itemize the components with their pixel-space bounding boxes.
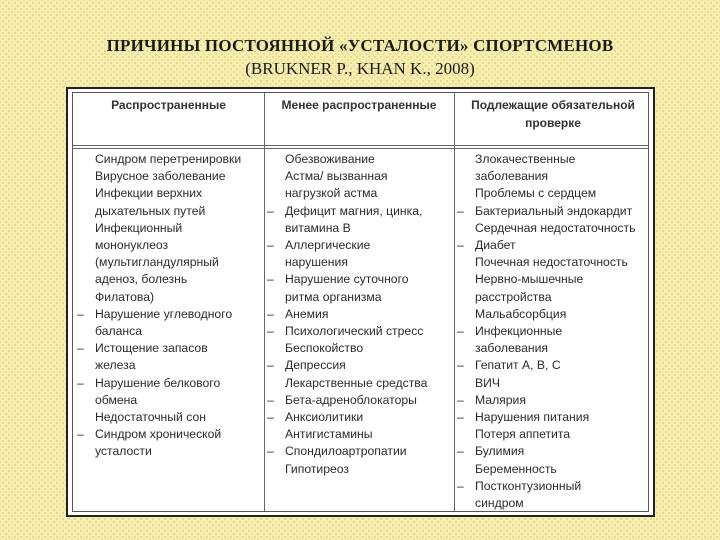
table-item-line: Гипотиреоз bbox=[285, 461, 350, 476]
table-item bbox=[457, 409, 652, 426]
slide-title: ПРИЧИНЫ ПОСТОЯННОЙ «УСТАЛОСТИ» СПОРТСМЕНОВ bbox=[106, 36, 614, 55]
table-item-line: Синдром перетренировки bbox=[95, 152, 242, 166]
header-mandatory-check: Подлежащие обязательной проверке bbox=[471, 98, 635, 130]
table-item-line: Беременность bbox=[475, 461, 557, 476]
table-item bbox=[457, 323, 652, 357]
table-item-line: железа bbox=[95, 358, 136, 373]
header-divider-double bbox=[73, 148, 648, 149]
table-item bbox=[77, 168, 262, 185]
table-item bbox=[267, 237, 452, 271]
table-item-line: дыхательных путей bbox=[95, 203, 206, 218]
column-mandatory-check bbox=[457, 151, 652, 512]
table-item-line: Лекарственные средства bbox=[285, 375, 428, 390]
table-item-line: – Нарушения питания bbox=[475, 410, 590, 425]
table-item-line: – Малярия bbox=[475, 392, 526, 407]
table-item bbox=[77, 426, 262, 460]
table-item-line: Инфекции верхних bbox=[95, 186, 203, 201]
table-item bbox=[77, 220, 262, 306]
causes-table bbox=[72, 92, 649, 512]
table-item-line: Потеря аппетита bbox=[475, 427, 571, 442]
table-item-line: Антигистамины bbox=[285, 427, 373, 442]
header-divider bbox=[73, 145, 648, 146]
table-item-line: – Постконтузионный bbox=[475, 478, 582, 493]
table-item-line: – Нарушение углеводного bbox=[95, 306, 233, 321]
column-common bbox=[77, 151, 262, 461]
table-item bbox=[267, 426, 452, 443]
table-item bbox=[267, 323, 452, 340]
table-item-line: Мальабсорбция bbox=[475, 306, 567, 321]
table-item bbox=[457, 357, 652, 374]
table-item-line: – Синдром хронической bbox=[95, 427, 222, 442]
table-item bbox=[267, 306, 452, 323]
table-item-line: Инфекционный bbox=[95, 220, 183, 235]
table-item-line: Вирусное заболевание bbox=[95, 169, 226, 184]
table-item-line: – Нарушение суточного bbox=[285, 272, 409, 287]
table-item-line: ритма организма bbox=[285, 289, 382, 304]
table-item-line: Почечная недостаточность bbox=[475, 255, 628, 270]
table-item-line: аденоз, болезнь bbox=[95, 272, 188, 287]
table-item bbox=[457, 392, 652, 409]
table-item-line: – Депрессия bbox=[285, 358, 346, 373]
table-item bbox=[267, 409, 452, 426]
table-item bbox=[267, 443, 452, 460]
table-item bbox=[457, 151, 652, 185]
table-item-line: Сердечная недостаточность bbox=[475, 220, 636, 235]
table-item bbox=[267, 203, 452, 237]
table-item-line: синдром bbox=[475, 496, 524, 511]
table-item bbox=[267, 271, 452, 305]
table-item-line: обмена bbox=[95, 392, 138, 407]
table-item bbox=[457, 375, 652, 392]
table-item-line: Обезвоживание bbox=[285, 152, 375, 166]
table-item-line: – Аллергические bbox=[285, 238, 371, 253]
table-item bbox=[267, 375, 452, 392]
column-less-common bbox=[267, 151, 452, 478]
table-item bbox=[77, 375, 262, 409]
table-item bbox=[267, 151, 452, 168]
scanned-table-document bbox=[66, 87, 655, 517]
table-item bbox=[77, 151, 262, 168]
table-item bbox=[457, 426, 652, 443]
column-divider-2 bbox=[454, 93, 455, 511]
table-item-line: баланса bbox=[95, 324, 142, 339]
table-item-line: (мультигландулярный bbox=[95, 255, 219, 270]
table-item bbox=[77, 409, 262, 426]
table-item bbox=[457, 271, 652, 305]
table-item-line: – Бета-адреноблокаторы bbox=[285, 392, 417, 407]
table-item-line: – Анксиолитики bbox=[285, 410, 364, 425]
table-item bbox=[77, 340, 262, 374]
table-item-line: – Диабет bbox=[475, 238, 516, 253]
table-item-line: нагрузкой астма bbox=[285, 186, 378, 201]
table-item bbox=[267, 357, 452, 374]
header-less-common: Менее распространенные bbox=[281, 98, 437, 112]
table-item-line: заболевания bbox=[475, 169, 548, 184]
table-item-line: Беспокойство bbox=[285, 341, 364, 356]
table-item-line: – Спондилоартропатии bbox=[285, 444, 407, 459]
table-item-line: – Дефицит магния, цинка, bbox=[285, 203, 423, 218]
table-item-line: мононуклеоз bbox=[95, 238, 169, 253]
table-item bbox=[457, 254, 652, 271]
table-item-line: Филатова) bbox=[95, 289, 155, 304]
table-item bbox=[457, 478, 652, 512]
table-item bbox=[77, 185, 262, 219]
table-item bbox=[457, 461, 652, 478]
table-item bbox=[77, 306, 262, 340]
table-item-line: Недостаточный сон bbox=[95, 410, 206, 425]
table-item bbox=[457, 185, 652, 202]
slide-subtitle: (BRUKNER P., KHAN K., 2008) bbox=[245, 59, 475, 78]
table-item-line: витамина В bbox=[285, 220, 351, 235]
table-item-line: Проблемы с сердцем bbox=[475, 186, 597, 201]
table-item bbox=[267, 340, 452, 357]
table-item-line: Нервно-мышечные bbox=[475, 272, 584, 287]
table-item-line: Злокачественные bbox=[475, 152, 576, 166]
table-item-line: – Гепатит А, В, С bbox=[475, 358, 561, 373]
table-item-line: – Истощение запасов bbox=[95, 341, 208, 356]
table-item-line: – Булимия bbox=[475, 444, 525, 459]
column-divider-1 bbox=[264, 93, 265, 511]
table-item-line: усталости bbox=[95, 444, 152, 459]
table-item bbox=[457, 237, 652, 254]
table-item-line: – Инфекционные bbox=[475, 324, 563, 339]
table-item-line: – Бактериальный эндокардит bbox=[475, 203, 633, 218]
table-item-line: Астма/ вызванная bbox=[285, 169, 388, 184]
table-item bbox=[457, 203, 652, 220]
table-item bbox=[267, 168, 452, 202]
table-item-line: заболевания bbox=[475, 341, 548, 356]
table-item bbox=[457, 306, 652, 323]
table-item bbox=[267, 392, 452, 409]
header-common: Распространенные bbox=[111, 98, 226, 112]
table-item-line: расстройства bbox=[475, 289, 552, 304]
table-item bbox=[457, 443, 652, 460]
table-item-line: – Анемия bbox=[285, 306, 329, 321]
table-item-line: нарушения bbox=[285, 255, 348, 270]
table-item bbox=[457, 220, 652, 237]
table-item-line: – Нарушение белкового bbox=[95, 375, 221, 390]
table-item-line: – Психологический стресс bbox=[285, 324, 424, 339]
table-item-line: ВИЧ bbox=[475, 375, 501, 390]
table-item bbox=[267, 461, 452, 478]
